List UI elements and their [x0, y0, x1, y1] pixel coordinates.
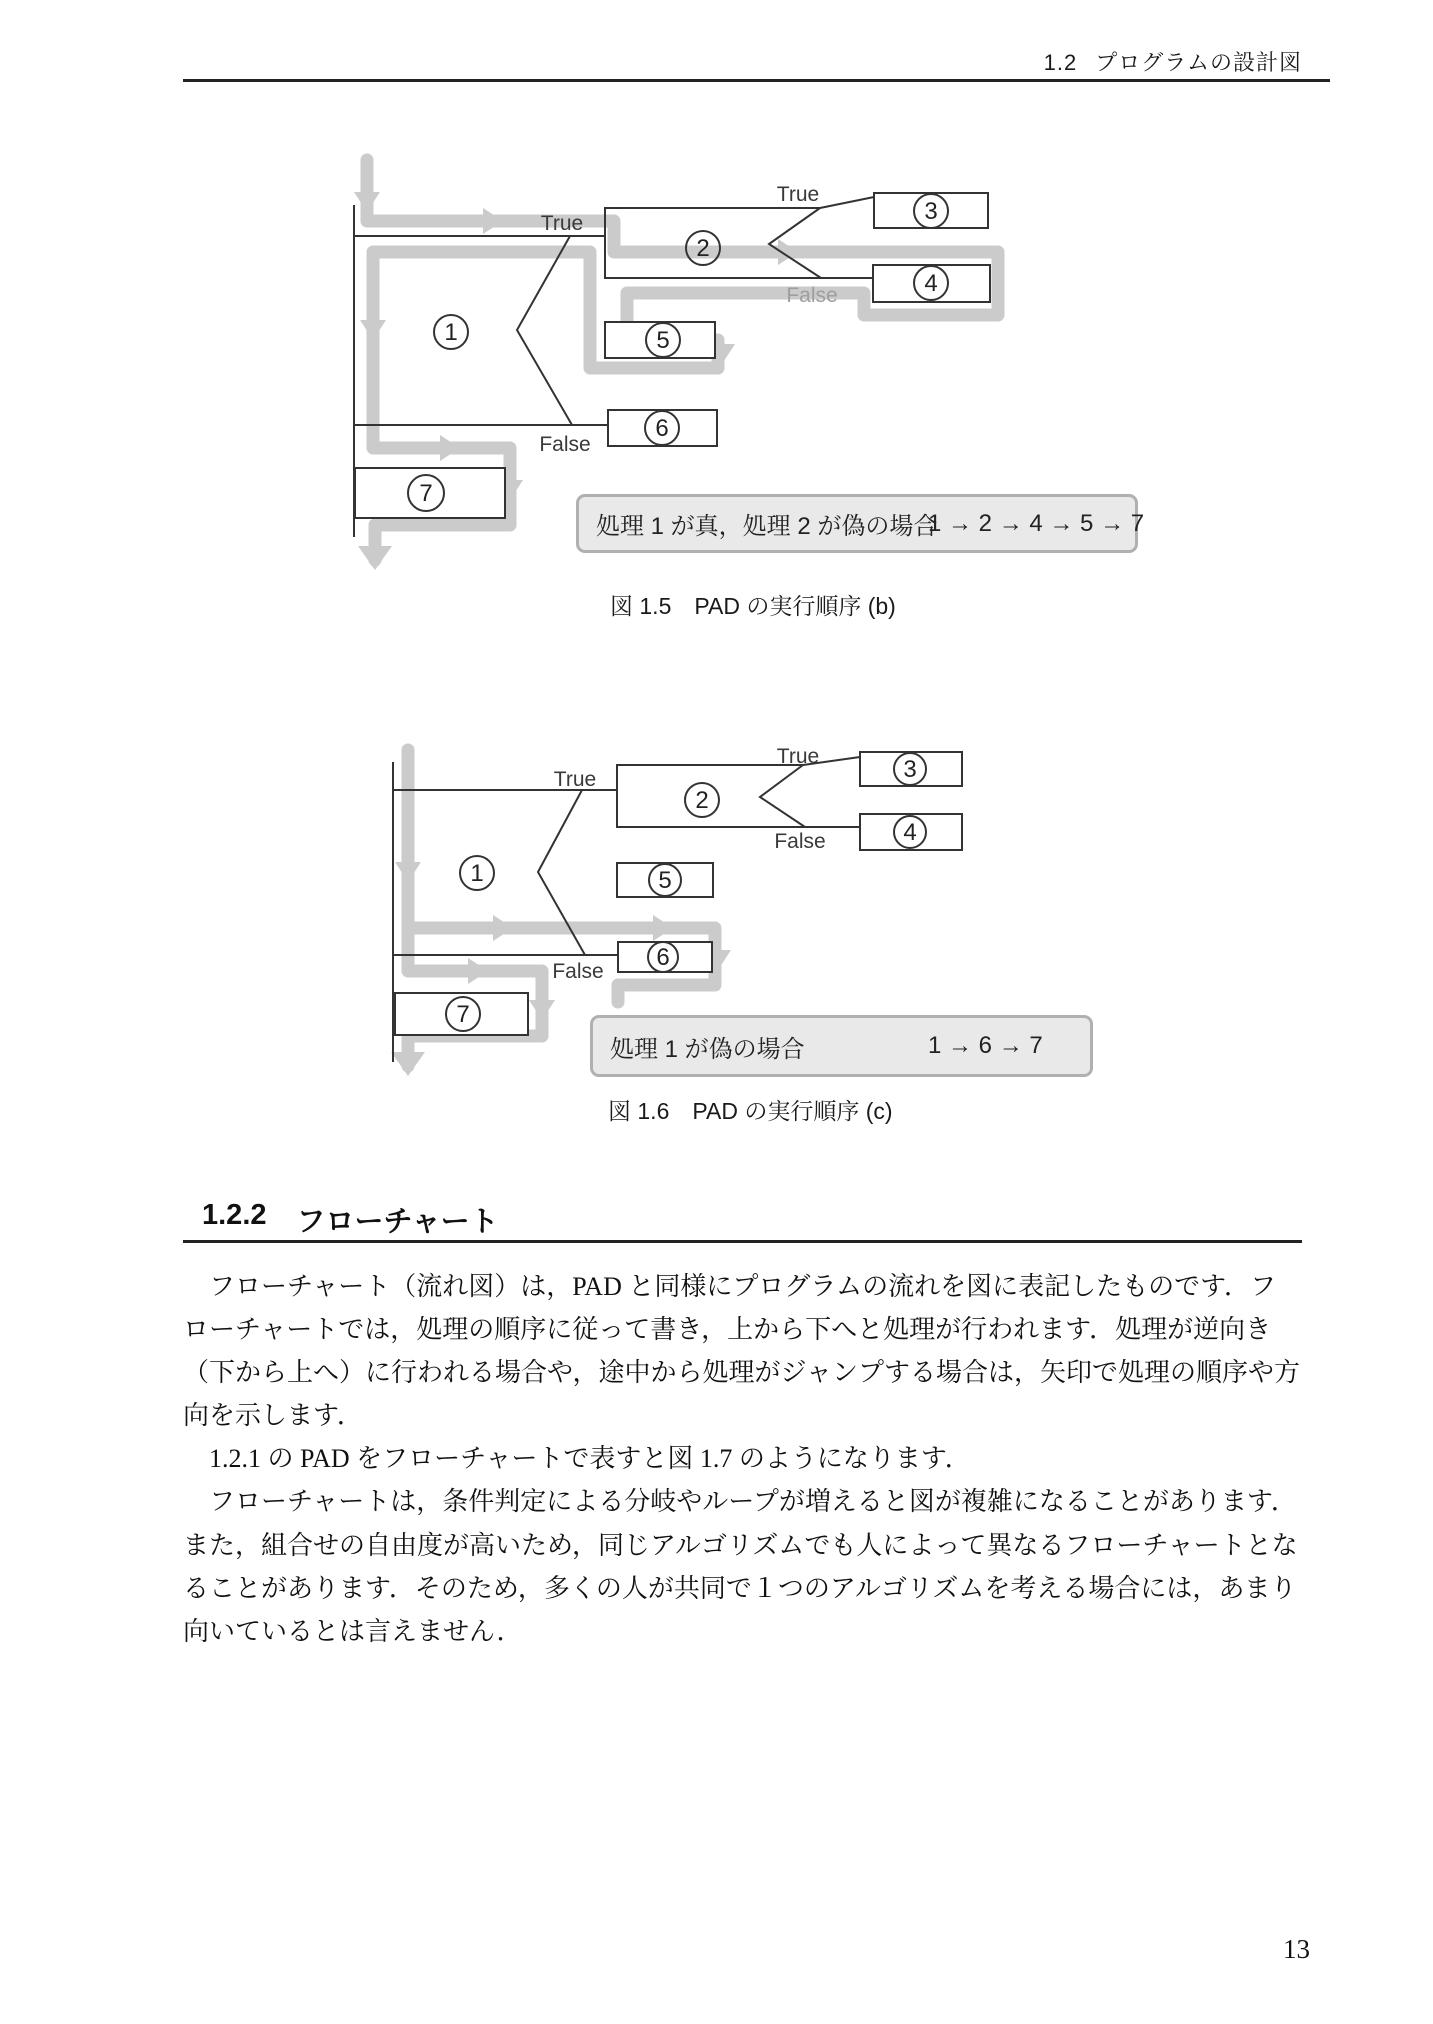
node-7: 7 [456, 1001, 470, 1028]
node-5: 5 [658, 867, 672, 894]
false-label-1: False [539, 433, 591, 456]
body-line: また，組合せの自由度が高いため，同じアルゴリズムでも人によって異なるフローチャートとな [183, 1531, 1298, 1560]
running-header-section: 1.2 [1043, 50, 1078, 75]
section-title: フローチャート [296, 1206, 499, 1238]
body-line: 向を示します． [183, 1401, 363, 1430]
body-line: 1.2.1 の PAD をフローチャートで表すと図 1.7 のようになります． [183, 1444, 971, 1473]
node-6: 6 [655, 415, 669, 442]
figure-caption-fig15: 図 1.5 PAD の実行順序 (b) [610, 593, 896, 619]
section-heading-rule [183, 1240, 1302, 1243]
node-3: 3 [924, 198, 938, 225]
header-rule [183, 79, 1330, 82]
node-2: 2 [695, 787, 709, 814]
true-label-2: True [776, 745, 820, 768]
node-1: 1 [444, 319, 458, 346]
body-line: ることがあります．そのため，多くの人が共同で１つのアルゴリズムを考える場合には，あまり [183, 1574, 1297, 1603]
true-label-1: True [553, 768, 597, 791]
callout-condition: 処理 1 が偽の場合 [610, 1035, 805, 1063]
false-label-2: False [774, 830, 826, 853]
false-label-2: False [786, 284, 838, 307]
running-header-title: プログラムの設計図 [1095, 50, 1302, 75]
execution-callout-fig15 [576, 494, 1145, 553]
node-5: 5 [656, 327, 670, 354]
node-1: 1 [470, 860, 484, 887]
node-3: 3 [903, 756, 917, 783]
callout-condition: 処理 1 が真，処理 2 が偽の場合 [596, 513, 938, 540]
false-label-1: False [552, 960, 604, 983]
callout-sequence: 1 → 2 → 4 → 5 → 7 [928, 509, 1145, 537]
true-label-2: True [776, 183, 820, 206]
body-line: フローチャートは，条件判定による分岐やループが増えると図が複雑になることがあります． [183, 1487, 1297, 1516]
node-6: 6 [656, 944, 670, 971]
execution-callout-fig16 [590, 1015, 1093, 1077]
body-line: 向いているとは言えません． [183, 1617, 523, 1646]
node-7: 7 [419, 480, 433, 507]
body-line: （下から上へ）に行われる場合や，途中から処理がジャンプする場合は，矢印で処理の順序や方 [183, 1358, 1300, 1387]
running-header [1044, 46, 1302, 77]
body-line: フローチャート（流れ図）は，PAD と同様にプログラムの流れを図に表記したものです．フ [183, 1272, 1277, 1301]
section-number: 1.2.2 [202, 1199, 267, 1231]
figure-caption-fig16: 図 1.6 PAD の実行順序 (c) [608, 1098, 893, 1124]
body-line: ローチャートでは，処理の順序に従って書き，上から下へと処理が行われます．処理が逆向き [183, 1315, 1272, 1344]
node-4: 4 [924, 270, 938, 297]
page-number: 13 [1283, 1934, 1310, 1964]
node-2: 2 [696, 235, 710, 262]
section-heading [202, 1199, 499, 1240]
true-label-1: True [540, 212, 584, 235]
node-4: 4 [903, 819, 917, 846]
callout-sequence: 1 → 6 → 7 [928, 1032, 1043, 1059]
